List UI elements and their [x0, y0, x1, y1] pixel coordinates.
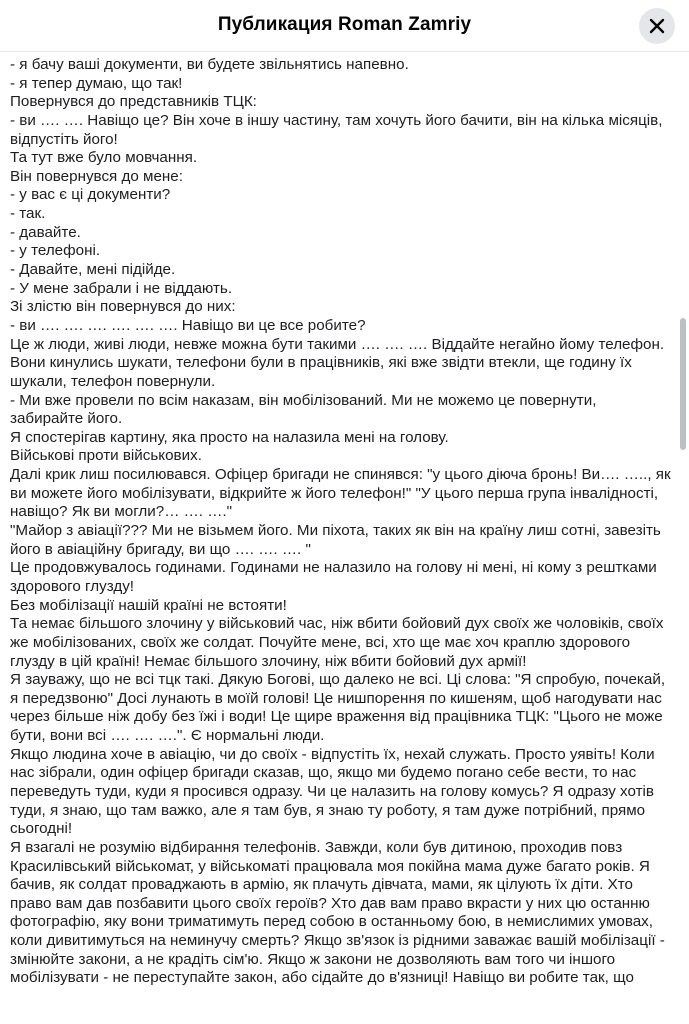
post-text-line: Повернувся до представників ТЦК:	[10, 93, 257, 111]
close-icon	[649, 18, 665, 34]
close-button[interactable]	[639, 8, 675, 44]
scrollbar-track[interactable]	[679, 56, 687, 1016]
post-text-line: переведуть туди, куди я просився одразу. Чи це налазить на голову комусь? Я одразу хотів	[10, 782, 654, 800]
post-text-line: же мобілізованих, своїх же солдат. Почуйте мене, всі, хто ще має хоч краплю здорового	[10, 633, 631, 651]
post-text-line: - ви …. …. Навіщо це? Він хоче в іншу частину, там хочуть його бачити, він на кілька місяців,	[10, 111, 663, 129]
dialog-header	[0, 0, 689, 52]
post-text-line: нас зібрали, один офіцер бригади сказав, що, якщо ми будемо погано себе вести, то нас	[10, 764, 637, 782]
post-text	[10, 56, 675, 988]
post-text-line: здорового глузду!	[10, 577, 135, 595]
dialog-title: Публикация Roman Zamriy	[217, 14, 472, 35]
post-text-line: коли дивитимуться на неминучу смерть? Якщо зв'язок із рідними заважає вашій мобілізації -	[10, 932, 665, 950]
post-text-line: фотографію, яку вони триматимуть перед собою в останньому бою, в немислимих умовах,	[10, 913, 653, 931]
scrollbar-thumb[interactable]	[680, 318, 686, 450]
post-text-line: - я тепер думаю, що так!	[10, 74, 183, 92]
post-text-line: Якщо людина хоче в авіацію, чи до своїх - відпустіть їх, нехай служать. Просто уявіть! Коли	[10, 745, 655, 763]
post-text-line: Це ж люди, живі люди, невже можна бути такими …. …. …. Віддайте негайно йому телефон.	[10, 335, 665, 353]
post-text-line: Це продовжувалось годинами. Годинами не налазило на голову ні мені, ні кому з рештками	[10, 559, 657, 577]
post-text-line: право вам дав позбавити цього своїх героїв? Хто дав вам право вкрасти у них цю останню	[10, 894, 650, 912]
post-text-line: Військові проти військових.	[10, 447, 202, 465]
post-text-line: Далі крик лиш посилювався. Офіцер бригади не спинявся: "у цього діюча бронь! Ви…. ….., як	[10, 466, 671, 484]
post-text-line: забирайте його.	[10, 410, 123, 428]
post-text-line: Зі злістю він повернувся до них:	[10, 298, 236, 316]
post-text-line: Вони кинулись шукати, телефони були в працівників, які вже звідти втекли, ще годину їх	[10, 354, 632, 372]
post-text-line: бути, вони всі …. …. ….". Є нормальні люди.	[10, 727, 325, 745]
post-text-line: - я бачу ваші документи, ви будете звільнятись напевно.	[10, 56, 409, 73]
post-text-line: Я спостерігав картину, яка просто на налазила мені на голову.	[10, 428, 449, 446]
post-text-line: Він повернувся до мене:	[10, 167, 183, 185]
post-text-line: - У мене забрали і не віддають.	[10, 279, 233, 297]
post-text-line: туди, я знаю, що там важко, але я там був, я знаю ту роботу, я там дуже потрібний, прямо	[10, 801, 646, 819]
post-text-line: - давайте.	[10, 223, 81, 241]
post-text-line: відпустіть його!	[10, 130, 118, 148]
post-text-line: Я зауважу, що не всі тцк такі. Дякую Богові, що далеко не всі. Ці слова: "Я спробую, почекай,	[10, 671, 666, 689]
post-text-line: Та тут вже було мовчання.	[10, 149, 198, 167]
post-text-line: ви можете його мобілізувати, відкрийте ж його телефон!" "У цього перша група інвалідності,	[10, 484, 659, 502]
post-text-line: я передзвоню" Досі лунають в моїй голові! Це нишпорення по кишеням, щоб нагодувати нас	[10, 689, 662, 707]
post-text-line: Та немає більшого злочину у військовий час, ніж вбити бойовий дух своїх же чоловіків, своїх	[10, 615, 664, 633]
post-text-line: Я взагалі не розумію відбирання телефонів. Завжди, коли був дитиною, проходив повз	[10, 838, 623, 856]
post-text-line: навіщо? Як ви могли?… …. …."	[10, 503, 233, 521]
post-text-line: сьогодні!	[10, 820, 73, 838]
post-text-line: бачив, як солдат проваджають в армію, як плачуть дівчата, мами, як цілують їх діти. Хто	[10, 876, 633, 894]
post-text-line: шукали, телефон повернули.	[10, 372, 216, 390]
post-text-line: "Майор з авіації??? Ми не візьмем його. Ми піхота, таких як він на країну лиш сотні, завезіть	[10, 522, 661, 540]
post-text-line: через більше ніж добу без їжі і води! Це щире враження від працівника ТЦК: "Цього не може	[10, 708, 663, 726]
post-text-line: Без мобілізації нашій країні не встояти!	[10, 596, 287, 614]
post-text-line: його в авіаційну бригаду, ви що …. …. …. "	[10, 540, 311, 558]
post-text-line: глузду в цій країні! Немає більшого злочину, ніж вбити бойовий дух армії!	[10, 652, 527, 670]
post-text-line: Красилівський військомат, у військоматі працювала моя покійна мама дуже багато років. Я	[10, 857, 650, 875]
post-text-line: - Давайте, мені підійде.	[10, 261, 176, 279]
post-text-line: - у телефоні.	[10, 242, 101, 260]
post-text-line: змінюйте закони, а не крадіть сім'ю. Якщо ж закони не дозволяють вам того чи іншого	[10, 950, 616, 968]
post-text-line: - ви …. …. …. …. …. …. Навіщо ви це все робите?	[10, 316, 366, 334]
post-text-line: - Ми вже провели по всім наказам, він мобілізований. Ми не можемо це повернути,	[10, 391, 597, 409]
post-text-line: - так.	[10, 205, 46, 223]
post-text-line: - у вас є ці документи?	[10, 186, 171, 204]
post-text-line: мобілізувати - не переступайте закон, або сідайте до в'язниці! Навіщо ви робите так, що	[10, 969, 634, 987]
